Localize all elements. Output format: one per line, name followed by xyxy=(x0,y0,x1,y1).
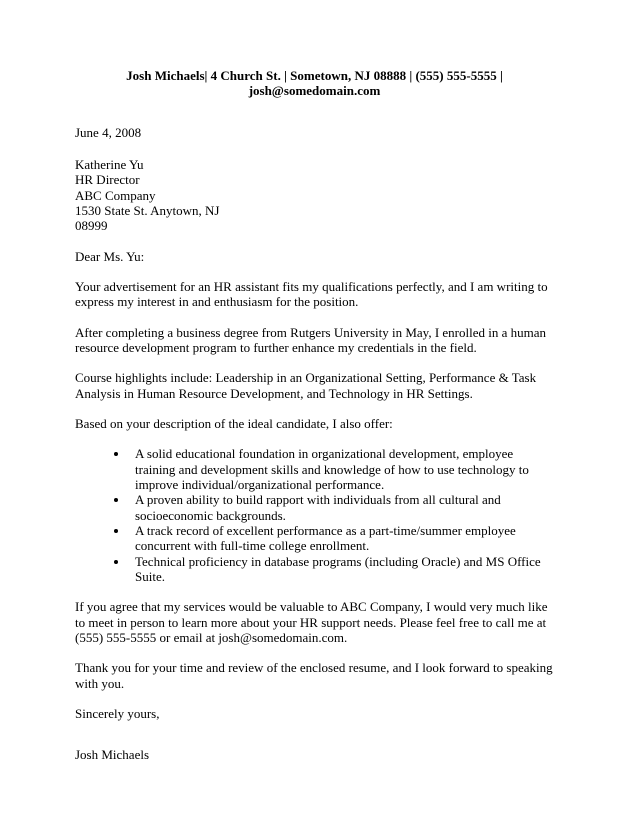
paragraph-thank-you: Thank you for your time and review of the enclosed resume, and I look forward to speaking with you. xyxy=(75,660,553,691)
recipient-address-line1: 1530 State St. Anytown, NJ xyxy=(75,202,220,218)
letter-header xyxy=(75,68,554,99)
salutation: Dear Ms. Yu: xyxy=(75,248,145,264)
qualifications-list xyxy=(75,446,554,584)
contact-info-line: Josh Michaels| 4 Church St. | Sometown, NJ 08888 | (555) 555-5555 | xyxy=(126,68,503,83)
paragraph-call-to-action: If you agree that my services would be valuable to ABC Company, I would very much like to meet in person to learn more about your HR support needs. Please feel free to call me at (555) 555-5555 or email at josh@somedomain.com. xyxy=(75,599,548,645)
paragraph-candidate-lead-in: Based on your description of the ideal candidate, I also offer: xyxy=(75,415,393,431)
recipient-title: HR Director xyxy=(75,172,140,188)
recipient-name: Katherine Yu xyxy=(75,156,144,172)
paragraph-course-highlights: Course highlights include: Leadership in an Organizational Setting, Performance & Task Analysis in Human Resource Development, and Technology in HR Settings. xyxy=(75,370,537,401)
sign-off: Sincerely yours, xyxy=(75,705,160,721)
letter-date: June 4, 2008 xyxy=(75,124,142,140)
recipient-address-block xyxy=(75,157,554,234)
paragraph-education: After completing a business degree from Rutgers University in May, I enrolled in a human resource development program to further enhance my credentials in the field. xyxy=(75,324,547,355)
list-item: • A proven ability to build rapport with individuals from all cultural and socioeconomic backgrounds. xyxy=(129,492,554,523)
list-item: • A track record of excellent performance as a part-time/summer employee concurrent with full-time college enrollment. xyxy=(129,523,554,554)
list-item: • Technical proficiency in database programs (including Oracle) and MS Office Suite. xyxy=(129,554,554,585)
list-item: • A solid educational foundation in organizational development, employee training and development skills and knowledge of how to use technology to improve individual/organizational performance. xyxy=(129,446,554,492)
paragraph-intro: Your advertisement for an HR assistant fits my qualifications perfectly, and I am writing to express my interest in and enthusiasm for the position. xyxy=(75,278,548,310)
recipient-address-line2: 08999 xyxy=(75,218,108,234)
recipient-company: ABC Company xyxy=(75,187,156,203)
signature-name: Josh Michaels xyxy=(75,747,150,763)
contact-email-line: josh@somedomain.com xyxy=(248,83,381,99)
